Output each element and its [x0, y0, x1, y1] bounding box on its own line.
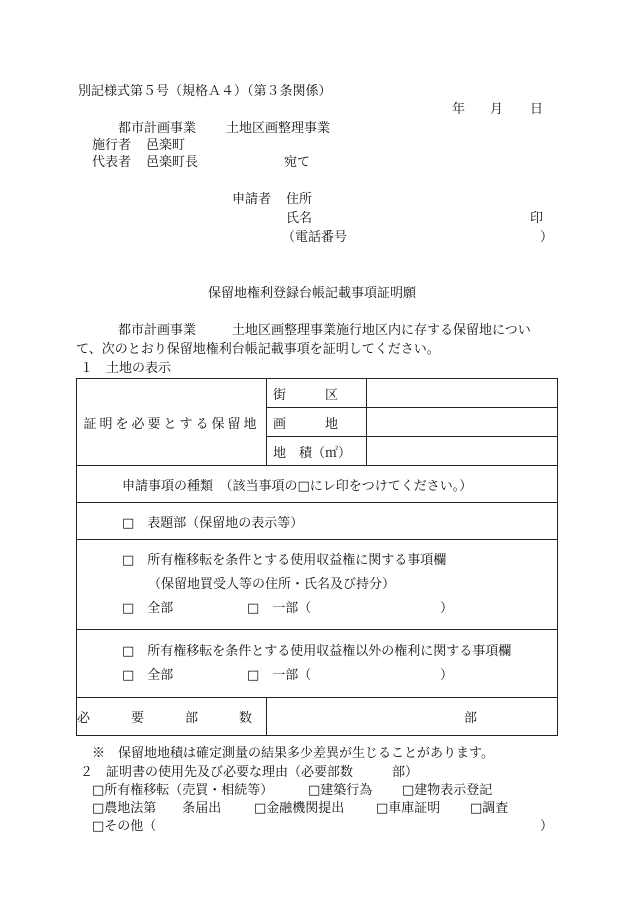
land-form-table [76, 378, 558, 736]
reason-building[interactable]: □建築行為 [308, 783, 373, 798]
lot-field[interactable] [367, 408, 558, 437]
option-other-part-close: ） [440, 667, 454, 683]
applicant-label: 申請者 [232, 192, 272, 207]
reason-ownership-transfer[interactable]: □所有権移転（売買・相続等） [92, 783, 274, 798]
reason-financial[interactable]: □金融機関提出 [254, 801, 345, 816]
executor-label: 施行者 [92, 138, 132, 153]
area-note: ※ 保留地地積は確定測量の結果多少差異が生じることがあります。 [92, 746, 494, 761]
applicant-phone-close: ） [540, 230, 554, 245]
representative-label: 代表者 [92, 155, 132, 170]
form-number: 別記様式第５号（規格Ａ４）（第３条関係） [78, 84, 332, 99]
reason-survey[interactable]: □調査 [470, 801, 509, 816]
applicant-name-label: 氏名 [286, 211, 313, 226]
representative-value: 邑楽町長 [146, 155, 199, 170]
reason-other[interactable]: □その他（ [92, 819, 157, 834]
reason-farmland-act[interactable]: □農地法第 条届出 [92, 801, 222, 816]
date-year: 年 [452, 102, 466, 117]
applicant-phone-label: （電話番号 [282, 230, 348, 245]
reason-other-close: ） [540, 819, 554, 834]
project-label: 都市計画事業 [118, 121, 197, 136]
option-ownership-note: （保留地買受人等の住所・氏名及び持分） [148, 576, 396, 592]
project-name: 土地区画整理事業 [226, 121, 331, 136]
option-other-all[interactable]: □ 全部 [122, 667, 174, 683]
reason-garage-cert[interactable]: □車庫証明 [376, 801, 441, 816]
date-month: 月 [490, 102, 504, 117]
option-ownership-part[interactable]: □ 一部（ [247, 600, 312, 616]
kind-header: 申請事項の種類 （該当事項の□にレ印をつけてください。） [77, 466, 558, 503]
option-ownership-part-close: ） [440, 600, 454, 616]
cert-label: 証明を必要とする保留地 [77, 379, 267, 466]
intro-line2: て、次のとおり保留地権利台帳記載事項を証明してください。 [76, 342, 440, 357]
copies-field[interactable] [267, 698, 558, 736]
area-field[interactable] [367, 437, 558, 466]
reason-building-registration[interactable]: □建物表示登記 [402, 783, 493, 798]
lot-label: 画 地 [267, 408, 367, 437]
area-label: 地 積（㎡） [267, 437, 367, 466]
seal-mark: 印 [530, 211, 544, 226]
option-ownership-all[interactable]: □ 全部 [122, 600, 174, 616]
addressee-to: 宛て [284, 155, 311, 170]
date-day: 日 [530, 102, 544, 117]
section2-heading: ２ 証明書の使用先及び必要な理由（必要部数 部） [80, 765, 419, 780]
document-title: 保留地権利登録台帳記載事項証明願 [208, 286, 417, 301]
block-field[interactable] [367, 379, 558, 408]
executor-value: 邑楽町 [146, 138, 186, 153]
option-other-part[interactable]: □ 一部（ [247, 667, 312, 683]
copies-unit: 部 [464, 711, 478, 726]
copies-label: 必 要 部 数 [77, 698, 267, 736]
section1-heading: １ 土地の表示 [80, 361, 172, 376]
option-other-rights[interactable]: □ 所有権移転を条件とする使用収益権以外の権利に関する事項欄 [122, 643, 512, 659]
applicant-address-label: 住所 [286, 192, 313, 207]
option-ownership-rights[interactable]: □ 所有権移転を条件とする使用収益権に関する事項欄 [122, 552, 447, 568]
intro-project-label: 都市計画事業 [118, 323, 197, 338]
block-label: 街 区 [267, 379, 367, 408]
intro-line1: 土地区画整理事業施行地区内に存する保留地につい [232, 323, 531, 338]
option-title-section[interactable]: □ 表題部（保留地の表示等） [77, 503, 558, 540]
